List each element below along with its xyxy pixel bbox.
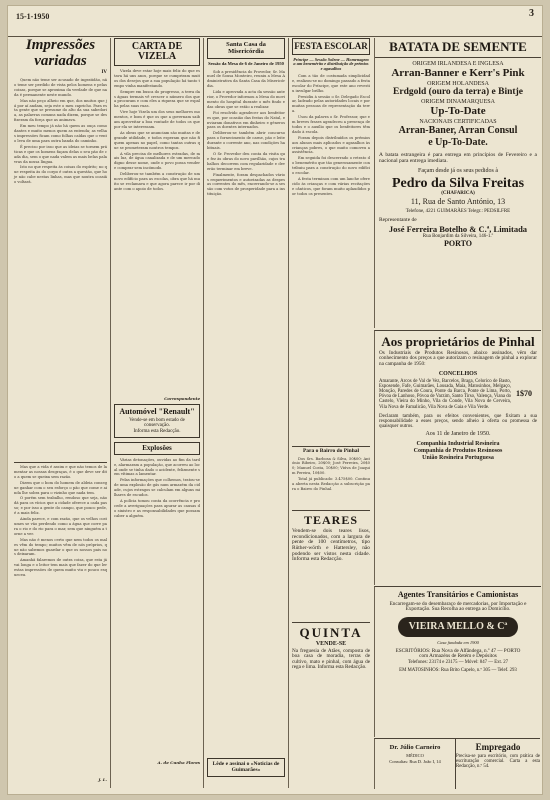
ad-body: Vende-se em bom estado de conservação. Informa esta Redacção. [129, 418, 185, 434]
ad-title: Aos proprietários de Pinhal [381, 334, 535, 349]
ad-price: 1$70 [516, 389, 532, 399]
ad-body: Precisa-se para escritório, com prática de escrituração comercial. Carta a esta Redacção, n.º 54. [456, 754, 540, 770]
paragraph: Mas não peço alheio em que, dos muitos que já por aí andam, seja este o meu capricho. Para esta gente que se presume do alto da sua sabedoria, as palavras comuns nada dizem, porque se desfizeram da força que as animava. [14, 98, 107, 123]
paragraph: A festa terminou com um lanche oferecido às crianças e com várias recitações e cânticos, que foram muito aplaudidos por todos os presentes. [292, 177, 372, 196]
article-subtitle: Sessão da Mesa de 6 de Janeiro de 1950 [208, 61, 284, 66]
paragraph: Lida e aprovada a acta da sessão anterior, o Provedor informou a Mesa do movimento do hospital durante o mês findo e das obras que se estão a realizar. [207, 90, 287, 109]
ad-branch: EM MATOSINHOS: Rua Brito Capelo, n.º 305 — Telef. 293 [399, 667, 517, 673]
article-title: Santa Casa da Misericórdia [207, 38, 285, 59]
paragraph: As obras que se anunciam são muitas e de grande utilidade, e todos esperam que não fiquem apenas no papel, como tantas outras que se prometeram noutros tempos. [114, 130, 202, 150]
paragraph: O Sr. Provedor deu conta da visita que fez às obras do novo pavilhão, cujos trabalhos decorrem com regularidade e deverão terminar em breve. [207, 152, 285, 171]
paragraph: Isto no que respeita às coisas do espírito; no que respeita às do corpo é outra a questão, que hoje não cabe nestas linhas, mas que noutra ocasião voltará. [14, 165, 107, 185]
ad-phones: Telefones: 23174 e 23175 — Móvel: 847 — Ext. 27 [407, 659, 509, 665]
paragraph: Mas que a vida é assim e que não temos de lamentar as nossas desgraças, é o que deve ser dito a quem se queixa sem razão. [14, 465, 107, 479]
paragraph: Amanhã falaremos de outra coisa, que esta já vai longa e o leitor tem mais que fazer do que ler estas impressões de quem muito viu e pouco esqueceu. [14, 558, 109, 578]
ad-doctor [374, 738, 456, 789]
article-bairro-pinhal [292, 446, 370, 508]
ad-doctor-name: Dr. Júlio Carneiro [389, 744, 441, 751]
paragraph: O porém sem trabalho, rendoso que seja, não dá para os vícios que a cidade oferece a cada passo; e por isso a gente do campo, que pouco pede, é a mais feliz. [14, 496, 109, 516]
newspaper-page [8, 6, 542, 794]
variety-line: ORIGEM DINAMARQUESA [421, 99, 495, 106]
ad-office: ESCRITÓRIOS: Rua Nova de Alfândega, n.º 47 — PORTO [395, 647, 521, 654]
article-title: Impressões [25, 37, 96, 53]
page-number: 3 [529, 8, 534, 19]
ad-companies [375, 441, 541, 462]
company-name: Companhia de Produtos Resinosos [413, 447, 503, 454]
article-signature: J. L. [98, 777, 107, 782]
ad-title: QUINTA [299, 625, 363, 640]
article-title: CARTA DE VIZELA [114, 38, 200, 66]
ad-quinta [292, 622, 370, 791]
ad-batata [374, 38, 541, 328]
paragraph: Pelas informações que colhemos, tratou-se de uma explosão de gás num armazém da cidade, cujos estragos se calculam em alguns milhares de escudos. [114, 478, 202, 498]
ad-title: Agentes Transitários e Camionistas [397, 590, 519, 599]
ad-order-line: Façam desde já os seus pedidos à [418, 167, 498, 174]
article-numeral: IV [101, 70, 107, 75]
paragraph: Foi resolvido agradecer aos benfeitores que, por ocasião das festas do Natal, enviaram donativos em dinheiro e géneros para os doentes internados. [207, 110, 287, 130]
variety-line: Arran-Baner, Arran Consul [398, 125, 518, 137]
ad-warehouse: com Armazéns de Retém e Depósitos [419, 653, 497, 660]
paragraph: A polícia tomou conta da ocorrência e procede a averiguações para apurar as causas do sinistro e as responsabilidades que possam caber a alguém. [114, 499, 202, 518]
paragraph: Vizela deve estar hoje mais feliz do que estava há uns anos, porque se cumpriram muitos dos desejos que a sua população há tanto tempo vinha manifestando. [114, 69, 200, 88]
section-divider [14, 462, 107, 463]
paragraph: Dizem que o bom do homem de aldeia consegue ganhar com o seu esforço o pão que come e ainda lhe sobra para o vizinho que nada tem. [14, 480, 107, 495]
footer-ad: Lêde e assinai o «Noticias de Guimarães» [207, 758, 285, 777]
column-rule [110, 38, 111, 788]
ad-since: Casa fundada em 1900 [437, 639, 479, 645]
ad-phone: Telefone, 4221 GUIMARÃES Telegr.: PEDSILFRE [405, 208, 511, 214]
paragraph: Deliberou-se também a construção de um novo edifício para as escolas, obra que há muito se reclamava e que agora parece ir por diante com o apoio de todos. [114, 172, 202, 191]
ad-date: Aos 11 de Janeiro de 1950. [425, 431, 491, 438]
ad-rep-label: Representante de [379, 216, 417, 223]
ad-teares [292, 510, 370, 621]
article-body [207, 70, 285, 760]
ad-subtitle: VENDE-SE [315, 641, 347, 647]
ad-intro: Os Industriais de Produtos Resinosos, abaixo assinados, vêm dar conhecimento dos preços a que autorizam o resinagem de pinhal a explorar na campanha de 1950: [379, 350, 537, 367]
paragraph: Sempre em busca do progresso, a terra das águas termais vê crescer o número dos que a procuram e com eles a riqueza que se espalha pelas suas ruas. [114, 89, 202, 109]
ad-counties: Amarante, Arcos de Val de Vez, Barcelos, Braga, Celorico de Basto, Esposende, Fafe, Guimarães, Lousada, Maia, Matosinhos, Melgaço, Monção, Paredes de Coura, Ponte da Barca, Ponte de Lima, Porto, Póvoa de Lanhoso, Póvoa de Varzim, Santo Tirso, Valença, Viana do Castelo, Vieira do Minho, Vila do Conde, Vila Nova de Cerveira, Vila Nova de Famalicão, Vila Nova de Gaia e Vila Verde. [379, 379, 511, 410]
paragraph: Finalmente, foram despachados vários requerimentos e autorizadas as despesas correntes do mês, encerrando-se a sessão com votos de prosperidade para a instituição. [207, 172, 285, 197]
ad-body: Vendem-se dois teares lisos, recondicionados, com a largura de pente de 100 centímetros, tipo Rüther-wörth e Hattersley, não podendo ser vistos nesta cidade. Informa esta Redacção. [292, 528, 370, 563]
ad-automovel [114, 404, 200, 438]
article-body [114, 69, 200, 394]
ad-table-title: CONCELHOS [438, 371, 478, 378]
paragraph: Quem não teme ser acusado de ingratidão, não teme ser perdido de vista pelos homens e pelas coisas, porque se aproxima da verdade de que nada é permanente neste mundo. [14, 78, 109, 97]
variety-line: ORIGEM IRLANDESA E INGLESA [412, 61, 504, 67]
ad-varieties [375, 61, 541, 148]
paragraph: Vive hoje Vizela um dos seus melhores momentos, e bom é que os que a governam saibam aproveitar a boa vontade de todos os que por ela se interessam. [114, 110, 202, 129]
section-signature: A. de Cunha Flores [157, 759, 200, 765]
company-name: Companhia Industrial Resineira [416, 440, 500, 447]
page-header [8, 6, 542, 37]
paragraph: Dos Srs. Barbosa & Silva, 50$00; António Ribeiro, 20$00; José Ferreira, 20$00; Manuel Costa, 10$00; Viúva de Joaquim Pereira, 10$00. [292, 456, 370, 476]
ad-note: A batata estrangeira é para entrega em princípios de Fevereiro e a nacional para entrega imediata. [379, 152, 537, 165]
ad-body: Na freguesia de Atães, composta de boa casa de moradia, terras de cultivo, mato e pinhal, com água de rega e lima. Informa esta Redacção. [292, 648, 370, 671]
article-subtitle: Príncipe — Sessão Solene — Homenagem a um benemérito e distribuição de prémios e agasalhos [293, 57, 369, 71]
ad-address: 11, Rua de Santo António, 13 [410, 197, 506, 207]
ad-agentes [374, 586, 541, 737]
article-impressoes [14, 38, 107, 788]
ad-title: TEARES [303, 513, 359, 527]
section-body [292, 457, 370, 507]
paragraph: É preciso por isso que as ideias se tornem práticas e que os homens façam delas o seu pão de cada dia, sem o que nada valem as mais belas palavras da nossa língua. [14, 144, 107, 164]
ad-declaration: Declaram também, para os efeitos convenientes, que fixitam a sua responsabilidade a esses preços, sendo alheio à oferta ou promessa de quaisquer outros. [379, 413, 537, 430]
ad-emprego [456, 738, 540, 789]
paragraph: Várias detonações, ouvidas ao fim da tarde, alarmaram a população, que acorreu ao local onde se tinha dado o acidente, felizmente sem vítimas a lamentar. [114, 457, 200, 477]
ad-rep-address: Rua Bonjardim da Silveira, 146-1.º [422, 234, 494, 240]
ad-doctor-spec: MÉDICO [406, 752, 424, 758]
paragraph: Em meu tempo já não há quem as ouça como dantes e muito menos quem as entenda; as velhas impressões ficam como folhas caídas que o vento leva de uma para outra banda do caminho. [14, 124, 109, 143]
ad-title: BATATA DE SEMENTE [375, 38, 541, 58]
paragraph: Sob a presidência do Provedor, Sr. Manuel de Sousa Monteiro, reuniu a Mesa Administrativa da Santa Casa da Misericórdia. [207, 69, 285, 89]
section-title: Explosões [114, 442, 200, 455]
article-festa-escolar [292, 38, 370, 508]
section-body [114, 458, 200, 758]
ad-price-table [379, 379, 537, 409]
column-rule [288, 38, 289, 788]
issue-date: 15-1-1950 [16, 12, 50, 21]
article-signature: Correspondente [164, 396, 200, 401]
ad-doctor-detail: Consultas: Rua D. João I, 14 [389, 759, 441, 765]
paragraph: Deliberou-se também abrir concurso para o fornecimento de carne, pão e leite durante o corrente ano, nas condições habituais. [207, 131, 287, 151]
ad-company-sub: (CHAFARICA) [441, 191, 475, 197]
ad-company: Pedro da Silva Freitas [391, 176, 525, 192]
paragraph: Em seguida foi descerrado o retrato do benemérito que tão generosamente contribuiu para a construção do novo edifício escolar. [292, 156, 370, 176]
paragraph: Presidiu à sessão o Sr. Delegado Escolar, ladeado pelas autoridades locais e por muitas pessoas de representação da terra. [292, 94, 372, 114]
article-body-continued [14, 465, 107, 775]
paragraph: Ainda parece, e com razão, que os velhos costumes se vão perdendo como a água que corre para o rio e do rio para o mar, sem que ninguém a torne a ver. [14, 517, 107, 536]
ad-logo: VIEIRA MELLO & Cª [408, 621, 508, 633]
company-name: União Resineira Portuguesa [422, 455, 494, 462]
ad-rep-city: PORTO [443, 239, 473, 249]
article-title-line2: variadas [34, 53, 87, 69]
paragraph: Foram depois distribuídos os prémios aos alunos mais aplicados e agasalhos às crianças pobres, o que muito comoveu a assistência. [292, 135, 372, 155]
section-title: Para o Bairro do Pinhal [292, 446, 370, 455]
article-title: FESTA ESCOLAR [292, 38, 370, 55]
article-body [292, 74, 370, 494]
variety-line: e Up-To-Date. [428, 136, 488, 148]
variety-line: ORIGEM HOLANDESA [427, 80, 489, 87]
paragraph: Mas não é menos certo que nem todos os males vêm do tempo; muitos vêm de nós próprios, que não sabemos guardar o que os nossos pais nos deixaram. [14, 537, 107, 557]
ad-title: Empregado [475, 742, 521, 752]
variety-line: Erdgold (ouro da terra) e Bintje [393, 87, 523, 98]
variety-line: NACIONAIS CERTIFICADAS [419, 118, 497, 125]
paragraph: A vila precisa de melhores estradas, de mais luz, de água canalizada e de um mercado digno desse nome, onde o povo possa vender e comprar sem incómodo. [114, 151, 202, 171]
ad-assinatura [207, 758, 285, 790]
paragraph: Com a tão de costumada simplicidade, realizou-se no domingo passado a festa escolar do Príncipe, que este ano revestiu invulgar brilho. [292, 73, 372, 93]
variety-line: Up-To-Date [430, 105, 486, 118]
ad-body: Encarregam-se do desembaraço de mercadorias, por Importação e Exportação. Sua Recolha ao entrega ao Domicílio. [389, 601, 527, 613]
variety-line: Arran-Banner e Kerr's Pink [391, 67, 525, 80]
ad-logo-banner [398, 617, 518, 637]
column-rule [203, 38, 204, 788]
article-santa-casa [207, 38, 285, 788]
paragraph: Usou da palavra o Sr. Professor, que em breves frases agradeceu a presença de todos e o auxílio que os benfeitores têm dado à escola. [292, 115, 372, 134]
article-body [14, 78, 107, 460]
spacer [207, 566, 285, 567]
paragraph: Total já publicado: 3.475$00. Continua aberta nesta Redacção a subscrição para o Bairro do Pinhal. [292, 477, 370, 491]
article-carta-vizela [114, 38, 200, 788]
ad-pinhal [374, 330, 541, 585]
ad-rep-company: José Ferreira Botelho & C.ª, Limitada [388, 223, 528, 234]
ad-title: Automóvel "Renault" [119, 407, 195, 416]
